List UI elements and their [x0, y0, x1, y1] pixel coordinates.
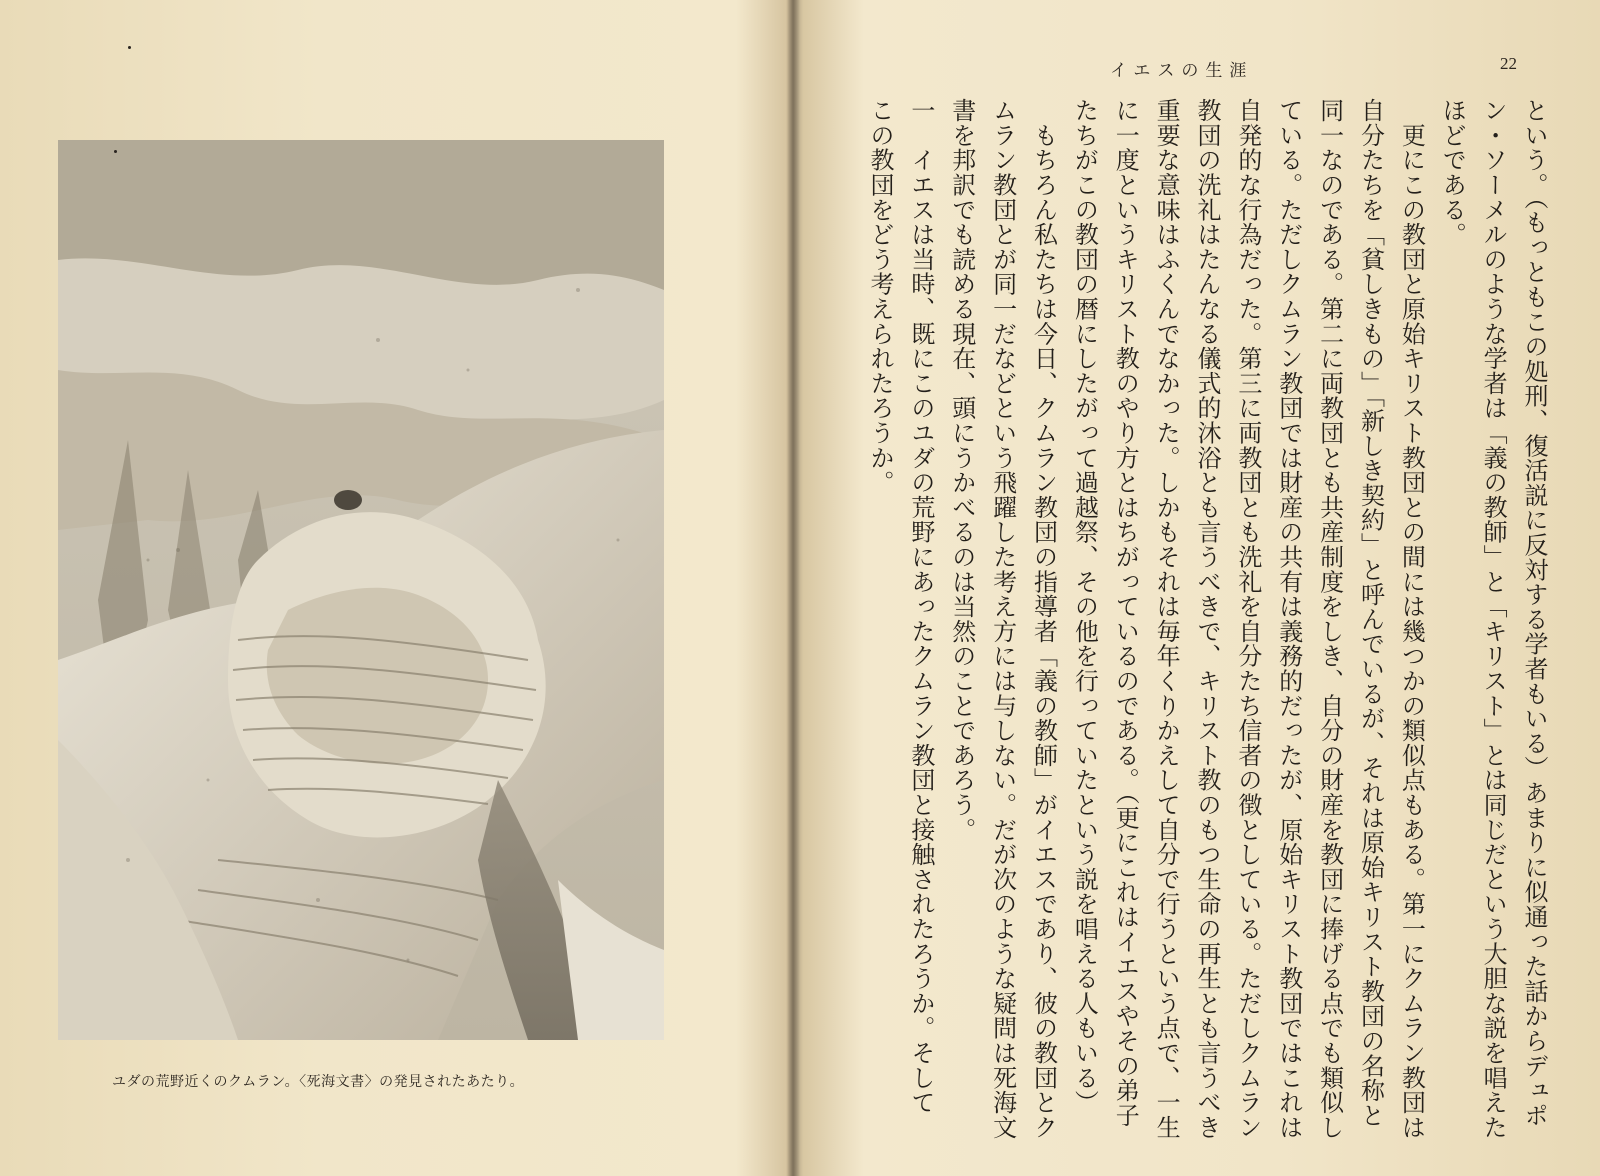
text-line: 書を邦訳でも読める現在、頭にうかべるのは当然のことであろう。: [947, 98, 976, 842]
photo-icon: [58, 140, 664, 1040]
text-line: ムラン教団とが同一だなどという飛躍した考え方には与しない。だが次のような疑問は死海文: [988, 98, 1017, 1140]
text-line: 同一なのである。第二に両教団とも共産制度をしき、自分の財産を教団に捧げる点でも類似し: [1315, 98, 1344, 1140]
left-page: [0, 0, 790, 1176]
text-line: 教団の洗礼はたんなる儀式的沐浴とも言うべきで、キリスト教のもつ生命の再生とも言うべき: [1193, 98, 1221, 1140]
text-line: 一 イエスは当時、既にこのユダの荒野にあったクムラン教団と接触されたろうか。そして: [906, 98, 935, 1115]
page-number: 22: [1500, 54, 1517, 73]
photo-caption: ユダの荒野近くのクムラン。〈死海文書〉の発見されたあたり。: [112, 1074, 525, 1090]
text-line: ている。ただしクムラン教団では財産の共有は義務的だったが、原始キリスト教団ではこれは: [1274, 98, 1303, 1140]
text-line: たちがこの教団の暦にしたがって過越祭、その他を行っていたという説を唱える人もいる）: [1070, 98, 1099, 1115]
text-line: ン・ソーメルのような学者は「義の教師」と「キリスト」とは同じだという大胆な説を唱えた: [1479, 98, 1508, 1140]
print-speck: [114, 150, 117, 153]
text-line: この教団をどう考えられたろうか。: [866, 98, 894, 495]
text-line: 自発的な行為だった。第三に両教団とも洗礼を自分たち信者の徴としている。ただしクムラン: [1233, 98, 1262, 1140]
text-line: ほどである。: [1438, 98, 1467, 247]
running-head: イエスの生涯: [1110, 61, 1254, 81]
text-line: に一度というキリスト教のやり方とはちがっているのである。（更にこれはイエスやその弟子: [1111, 98, 1140, 1128]
qumran-photo: [58, 140, 664, 1040]
book-gutter: [786, 0, 800, 1176]
text-line: 重要な意味はふくんでなかった。しかもそれは毎年くりかえして自分で行うという点で、一生: [1152, 98, 1181, 1140]
print-speck: [128, 46, 131, 49]
text-line: 自分たちを「貧しきもの」「新しき契約」と呼んでいるが、それは原始キリスト教団の名称と: [1356, 98, 1385, 1128]
body-text: [862, 98, 1552, 1143]
text-line: もちろん私たちは今日、クムラン教団の指導者「義の教師」がイエスであり、彼の教団とク: [1029, 98, 1058, 1140]
text-line: という。（もっともこの処刑、復活説に反対する学者もいる）あまりに似通った話からデュポ: [1520, 98, 1548, 1128]
text-line: 更にこの教団と原始キリスト教団との間には幾つかの類似点もある。第一にクムラン教団は: [1397, 98, 1426, 1140]
